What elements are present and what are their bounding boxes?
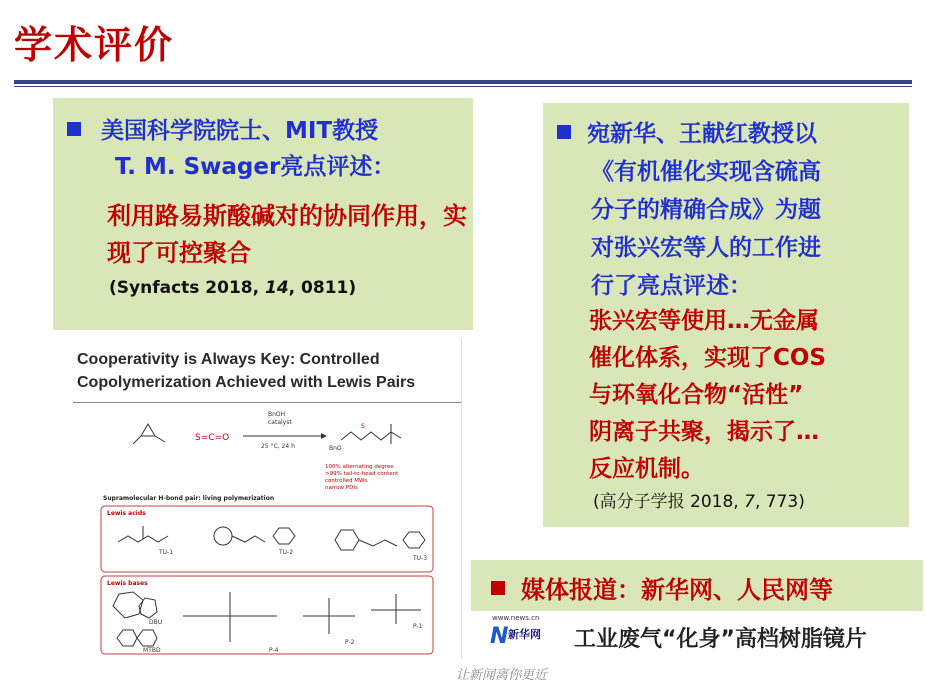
heading-text: 美国科学院院士、MIT教授	[101, 118, 379, 144]
title-rule	[14, 80, 912, 84]
square-bullet-icon	[491, 581, 505, 595]
heading-line-5: 行了亮点评述：	[591, 273, 752, 299]
polymer-structure	[341, 424, 401, 444]
lewis-bases-panel	[101, 576, 433, 654]
paper-edge	[461, 338, 462, 658]
swager-citation: (Synfacts 2018, 14, 0811)	[109, 278, 357, 298]
square-bullet-icon	[557, 125, 571, 139]
base-name-3: P-4	[269, 647, 279, 654]
base-name-2: MTBD	[143, 647, 161, 654]
paper-excerpt	[73, 338, 463, 658]
paper-title: Cooperativity is Always Key: Controlled Copolymerization Achieved with Lewis Pairs	[77, 351, 416, 391]
news-logo-icon: N	[490, 624, 509, 649]
xinhua-news-banner	[486, 612, 922, 658]
media-label: 媒体报道：新华网、人民网等	[491, 570, 833, 605]
swager-review-box	[53, 98, 473, 330]
svg-text:S: S	[361, 423, 365, 430]
wan-wang-heading	[557, 115, 903, 305]
cos-structure: S=C=O	[195, 433, 230, 443]
lewis-acids-panel	[101, 506, 433, 572]
slide-title: 学术评价	[14, 23, 175, 67]
heading-line-3: 分子的精确合成》为题	[591, 197, 821, 223]
reaction-scheme-figure	[73, 402, 461, 658]
result-line-3: controlled MWs	[325, 478, 368, 484]
result-line-2: >99% tail-to-head content	[325, 471, 399, 477]
logo-url-text: www.news.cn	[492, 614, 540, 622]
acid-name-3: TU-3	[413, 555, 428, 562]
svg-text:BnO: BnO	[329, 445, 342, 452]
square-bullet-icon	[67, 122, 81, 136]
acid-structures	[118, 526, 425, 550]
lewis-bases-label: Lewis bases	[107, 580, 148, 587]
news-headline: 工业废气“化身”高档树脂镜片	[574, 627, 867, 652]
logo-text: 新华网	[508, 628, 541, 641]
wan-wang-review-box	[543, 103, 909, 527]
epoxide-structure	[133, 424, 165, 444]
swager-heading-line2: T. M. Swager亮点评述：	[115, 154, 396, 180]
wan-wang-citation: (高分子学报 2018, 7, 773)	[593, 492, 805, 512]
conditions-label: 25 °C, 24 h	[261, 443, 295, 450]
xinhua-slogan: 让新闻离你更近	[456, 668, 548, 683]
base-name-5: P-1	[413, 623, 423, 630]
base-name-1: DBU	[149, 619, 163, 626]
base-name-4: P-2	[345, 639, 355, 646]
swager-heading-line1	[67, 112, 378, 145]
heading-line-1: 宛新华、王献红教授以	[587, 121, 817, 147]
result-line-1: 100% alternating degree	[325, 464, 394, 470]
media-coverage-box	[471, 560, 923, 611]
result-line-4: narrow PDIs	[325, 485, 358, 491]
section-label: Supramolecular H-bond pair: living polymerization	[103, 495, 275, 502]
swager-quote: 利用路易斯酸碱对的协同作用，实现了可控聚合	[107, 202, 467, 267]
catalyst-label: catalyst	[268, 419, 292, 426]
title-rule-thin	[14, 86, 912, 87]
lewis-acids-label: Lewis acids	[107, 510, 146, 517]
heading-line-4: 对张兴宏等人的工作进	[591, 235, 821, 261]
heading-line-2: 《有机催化实现含硫高	[591, 159, 821, 185]
reagent-label: BnOH	[268, 411, 286, 418]
xinhua-logo	[486, 612, 566, 658]
acid-name-1: TU-1	[159, 549, 174, 556]
wan-wang-quote: 张兴宏等使用…无金属 催化体系，实现了COS 与环氧化合物“活性” 阴离子共聚，揭示了… 反应机制。	[589, 308, 826, 482]
acid-name-2: TU-2	[279, 549, 294, 556]
